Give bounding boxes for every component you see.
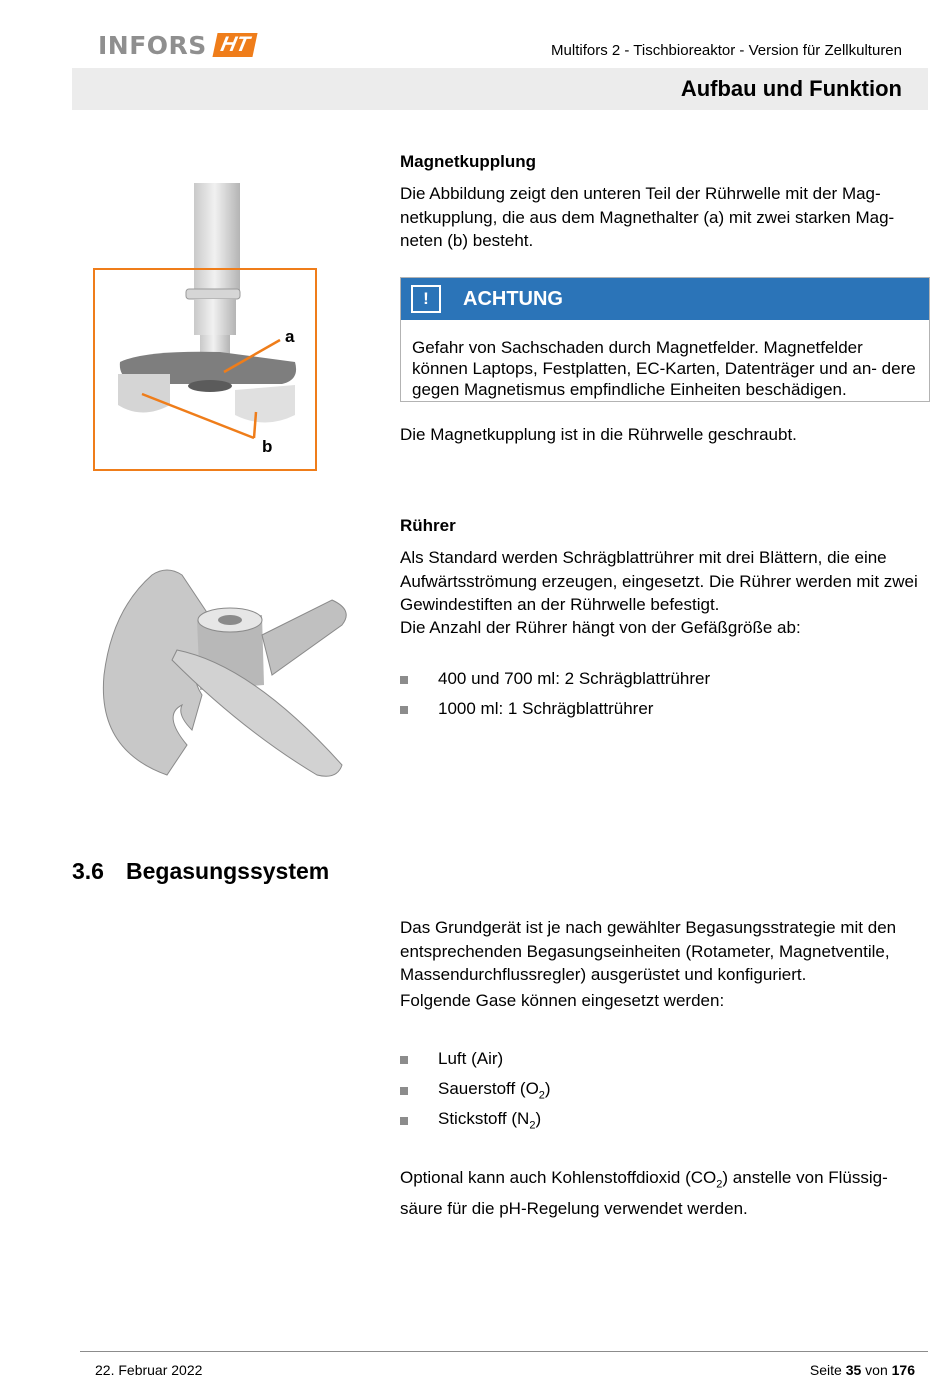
footer-date: 22. Februar 2022 — [95, 1362, 203, 1378]
list-item-text: 1000 ml: 1 Schrägblattrührer — [438, 699, 654, 718]
list-item-text: Luft (Air) — [438, 1049, 504, 1068]
ruehrer-paragraph: Als Standard werden Schrägblattrührer mit drei Blättern, die eine Aufwärtsströmung erzeugen, eingesetzt. Die Rührer werden mit zwei Gewindestiften an der Rührwelle befestigt. — [400, 548, 918, 614]
list-item — [400, 1109, 541, 1131]
warning-exclamation-icon: ! — [411, 285, 441, 313]
optional-paragraph: Optional kann auch Kohlenstoffdioxid $(CO_2)$ anstelle von Flüssig- säure für die pH-Regelung verwendet werden. — [400, 1168, 888, 1218]
list-item-text: Sauerstoff $(O_2)$ — [438, 1079, 551, 1102]
magnet-after-text: Die Magnetkupplung ist in die Rührwelle geschraubt. — [400, 425, 797, 444]
warning-header — [401, 278, 929, 320]
chapter-title: Aufbau und Funktion — [680, 76, 902, 101]
magnet-paragraph: Die Abbildung zeigt den unteren Teil der Rührwelle mit der Mag- netkupplung, die aus dem Magnethalter (a) mit zwei starken Mag- neten (b) besteht. — [400, 184, 895, 250]
magnet-right — [235, 385, 295, 423]
infors-ht-logo — [98, 30, 255, 60]
footer-page-number: Seite 35 von 176 — [809, 1362, 915, 1378]
list-item — [400, 1079, 551, 1101]
document-title: Multifors 2 - Tischbioreaktor - Version für Zellkulturen — [551, 42, 902, 59]
list-item-text: 400 und 700 ml: 2 Schrägblattrührer — [438, 669, 711, 688]
hub-bore — [218, 615, 242, 625]
warning-text: Gefahr von Sachschaden durch Magnetfelder. Magnetfelder können Laptops, Festplatten, EC-Karten, Datenträger und an- dere gegen Magnetismus empfindliche Einheiten beschädigen. — [412, 338, 916, 399]
shaft — [194, 183, 240, 293]
magnet-left — [118, 374, 170, 413]
list-item — [400, 699, 653, 719]
section-title: Begasungssystem — [126, 858, 330, 884]
bullet-square-icon — [400, 676, 408, 684]
label-a: a — [285, 327, 295, 346]
list-item-text: Stickstoff $(N_2)$ — [438, 1109, 542, 1132]
ruehrer-paragraph-2: Die Anzahl der Rührer hängt von der Gefäßgröße ab: — [400, 618, 801, 637]
impeller-blade-right — [262, 600, 346, 675]
bullet-square-icon — [400, 706, 408, 714]
shaft-lower — [194, 299, 236, 335]
logo-ht: HT — [212, 33, 257, 57]
shaft-collar — [186, 289, 240, 299]
warning-label: ACHTUNG — [463, 287, 563, 310]
footer-divider — [80, 1351, 928, 1352]
warning-box — [400, 277, 930, 402]
section-paragraph: Das Grundgerät ist je nach gewählter Begasungsstrategie mit den entsprechenden Begasungseinheiten (Rotameter, Magnetventile, Massendurchflussregler) ausgerüstet und konfiguriert. — [400, 918, 897, 984]
label-b: b — [262, 437, 273, 456]
logo-text: INFORS — [98, 30, 207, 60]
ruehrer-heading: Rührer — [400, 516, 456, 535]
section-paragraph-2: Folgende Gase können eingesetzt werden: — [400, 991, 725, 1010]
list-item — [400, 1049, 503, 1069]
bullet-square-icon — [400, 1117, 408, 1125]
bullet-square-icon — [400, 1056, 408, 1064]
impeller-figure — [92, 565, 362, 790]
list-item — [400, 669, 710, 689]
section-number: 3.6 — [72, 858, 104, 884]
bullet-square-icon — [400, 1087, 408, 1095]
magnet-heading: Magnetkupplung — [400, 152, 536, 171]
holder-hole — [188, 380, 232, 392]
